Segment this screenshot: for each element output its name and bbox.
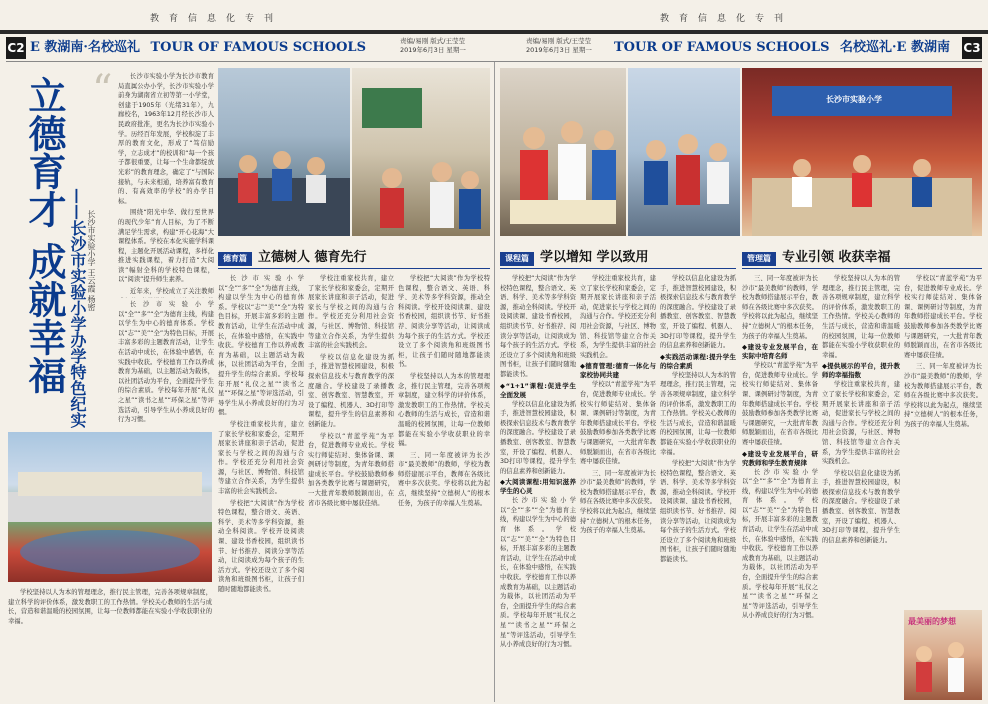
- right-col-1-text-a: 长沙市实验小学以“全”“多”“全”为德育主线，构建以学生为中心的德育体系。学校以“志”“美”“全”为特色目标，开展丰富多彩的主题教育活动，让学生在活动中成长，在体验中感悟，在实践中收获。学校德育工作以养成教育为基础，以主题活动为载体，以社团活动为平台，全面提升学生的综合素质。学校每年开展“礼仪之星”“读书之星”“环保之星”等评选活动，引导学生从小养成良好的行为习惯。: [500, 497, 576, 649]
- photo-dream-caption: 最美丽的梦想: [908, 617, 956, 626]
- right-col-6: [904, 274, 982, 604]
- masthead-left-en: TOUR OF FAMOUS SCHOOLS: [150, 40, 366, 55]
- right-col-5-text-f: 学校坚持以人为本的管理理念，推行民主管理，完善各项规章制度，建立科学的评价体系，激发教职工的工作热情。学校关心教师的生活与成长，营造和谐温暖的校园氛围，让每一位教师都能在实验小学收获职业的幸福。: [822, 275, 900, 359]
- right-col-3-text-f: 学校坚持以人为本的管理理念，推行民主管理，完善各项规章制度，建立科学的评价体系，激发教职工的工作热情。学校关心教师的生活与成长，营造和谐温暖的校园氛围，让每一位教师都能在实验小学收获职业的幸福。: [660, 371, 736, 456]
- right-col-1-text-c: 学校把“大阅读”作为学校特色课程，整合语文、英语、科学、美术等多学科资源，推动全科阅读。学校开设阅读课、建设书香校园，组织读书节、好书推荐、阅读分享等活动，让阅读成为每个孩子的生活方式。学校还设立了多个阅读角和班级图书柜，让孩子们随时随地都能读书。: [500, 275, 576, 378]
- left-col-1-lower-text: 学校坚持以人为本的管理理念，推行民主管理，完善各项规章制度，建立科学的评价体系，激发教职工的工作热情。学校关心教师的生活与成长，营造和谐温暖的校园氛围，让每一位教师都能在实验小学收获职业的幸福。: [8, 589, 212, 625]
- subtitle: ——长沙市实验小学办学特色纪实: [68, 188, 87, 428]
- meta-left-date: 2019年6月3日 星期一: [400, 46, 466, 54]
- right-col-5-text-d: 学校以信息化建设为抓手，推进智慧校园建设，积极探索信息技术与教育教学的深度融合。学校建设了录播教室、创客教室、智慧教室，开设了编程、机器人、3D打印等课程，提升学生的信息素养和创新能力。: [822, 469, 900, 544]
- section-1-rule: [218, 268, 490, 269]
- right-col-2: [580, 274, 656, 698]
- photo-sports-field: [8, 432, 212, 582]
- section-1-tag: 德育篇: [218, 252, 252, 266]
- top-rule-left: [0, 30, 494, 34]
- right-col-6-text-g: 三、同一年度被评为长沙市“最美教师”的教师，学校为教师搭建展示平台，教师在各级比赛中多次获奖。学校将以此为起点，继续坚持“立德树人”的根本任务，为孩子的幸福人生奠基。: [904, 363, 982, 428]
- meta-right-date: 2019年6月3日 星期一: [526, 46, 592, 54]
- page-number-right: C3: [962, 37, 982, 59]
- right-col-3-text-d: 学校以信息化建设为抓手，推进智慧校园建设，积极探索信息技术与教育教学的深度融合。学校建设了录播教室、创客教室、智慧教室，开设了编程、机器人、3D打印等课程，提升学生的信息素养和创新能力。: [660, 275, 736, 350]
- photo-reading-children-art: [500, 68, 626, 236]
- subhead-happiness: ◆提供展示的平台，提升教师的幸福指数: [822, 362, 900, 380]
- left-col-1-upper-text: 长沙市实验小学以“全”“多”“全”为德育主线，构建以学生为中心的德育体系。学校以“志”“美”“全”为特色目标，开展丰富多彩的主题教育活动，让学生在活动中成长，在体验中感悟，在实践中收获。学校德育工作以养成教育为基础，以主题活动为载体，以社团活动为平台，全面提升学生的综合素质。学校每年开展“礼仪之星”“读书之星”“环保之星”等评选活动，引导学生从小养成良好的行为习惯。: [118, 301, 214, 424]
- band-title-left: 教育信息化专刊: [150, 14, 284, 24]
- section-2-title: 学以增知 学以致用: [540, 250, 649, 265]
- photo-classroom-art: [352, 68, 490, 236]
- photo-classroom: [352, 68, 490, 236]
- masthead-right: [614, 37, 950, 59]
- section-2-rule: [500, 268, 736, 269]
- photo-students-hall: [218, 68, 350, 236]
- top-band: [0, 0, 988, 34]
- masthead-right-cn: 名校巡礼·E 教湖南: [840, 40, 950, 55]
- right-col-1-text-d: 学校以信息化建设为抓手，推进智慧校园建设，积极探索信息技术与教育教学的深度融合。学校建设了录播教室、创客教室、智慧教室，开设了编程、机器人、3D打印等课程，提升学生的信息素养和创新能力。: [500, 400, 576, 475]
- photo-students-hall-art: [218, 68, 350, 236]
- left-col-4: [398, 274, 490, 698]
- right-col-5-text-b: 学校注重家校共育，建立了家长学校和家委会，定期开展家长讲座和亲子活动，促进家长与学校之间的沟通与合作。学校还充分利用社会资源，与社区、博物馆、科技馆等建立合作关系，为学生提供丰富的社会实践机会。: [822, 381, 900, 466]
- top-rule-right: [494, 30, 988, 34]
- subhead-moral: ◆德育管理:德育一体化与家校协同共建: [580, 362, 656, 380]
- intro-paragraph-2: 围绕“阳光中华、做行至世界的现代少年”育人目标，为了不断满足学生需求，构建“开心花海”大课程体系。学校在本化实施学科课程，主题化开展活动课程，多样化推进实践课程，着力打造“大阅读”幅射全科的学校特色课程，以“阅读”提升师生素养。: [118, 209, 214, 284]
- photo-banner-text: 长沙市实验小学: [826, 95, 882, 104]
- headline-2: 成就幸福: [22, 242, 67, 394]
- subhead-research: ◆建设专业发展平台，研究教师和学生教育规律: [742, 449, 818, 467]
- left-col-3: [308, 274, 394, 698]
- right-col-4-text-e: 学校以“青蓝学苑”为平台，促进教师专业成长。学校实行师徒结对、集体备课、课例研讨等制度，为青年教师搭建成长平台。学校鼓励教师参加各类教学比赛与课题研究，一大批青年教师脱颖而出，在省市各级比赛中屡获佳绩。: [742, 362, 818, 446]
- left-col-4-text-g: 三、同一年度被评为长沙市“最美教师”的教师，学校为教师搭建展示平台，教师在各级比赛中多次获奖。学校将以此为起点，继续坚持“立德树人”的根本任务，为孩子的幸福人生奠基。: [398, 451, 490, 507]
- page-number-left: C2: [6, 37, 26, 59]
- meta-right: [526, 37, 592, 55]
- section-3-tag: 管理篇: [742, 252, 776, 266]
- left-col-1-upper: [118, 300, 214, 426]
- masthead-left: [30, 37, 366, 59]
- meta-left: [400, 37, 466, 55]
- right-col-2-text-g: 三、同一年度被评为长沙市“最美教师”的教师，学校为教师搭建展示平台，教师在各级比赛中多次获奖。学校将以此为起点，继续坚持“立德树人”的根本任务，为孩子的幸福人生奠基。: [580, 469, 656, 535]
- photo-group-activity-art: [628, 68, 740, 236]
- subhead-practice: ◆实践活动课程:提升学生的综合素质: [660, 352, 736, 370]
- right-col-6-text-e: 学校以“青蓝学苑”为平台，促进教师专业成长。学校实行师徒结对、集体备课、课例研讨等制度，为青年教师搭建成长平台。学校鼓励教师参加各类教学比赛与课题研究，一大批青年教师脱颖而出，在省市各级比赛中屡获佳绩。: [904, 275, 982, 359]
- right-col-2-text-b: 学校注重家校共育，建立了家长学校和家委会，定期开展家长讲座和亲子活动，促进家长与学校之间的沟通与合作。学校还充分利用社会资源，与社区、博物馆、科技馆等建立合作关系，为学生提供丰富的社会实践机会。: [580, 275, 656, 359]
- section-3-rule: [742, 268, 982, 269]
- meta-left-editor: 责编/易刚 版式/王莹莹: [400, 37, 465, 45]
- left-col-1-lower: [8, 588, 212, 700]
- section-3-title: 专业引领 收获幸福: [782, 250, 891, 265]
- photo-dream: [904, 610, 982, 700]
- right-col-4-text-g: 三、同一年度被评为长沙市“最美教师”的教师，学校为教师搭建展示平台，教师在各级比赛中多次获奖。学校将以此为起点，继续坚持“立德树人”的根本任务，为孩子的幸福人生奠基。: [742, 275, 818, 340]
- right-col-1: [500, 274, 576, 698]
- left-col-2-text-b: 学校注重家校共育，建立了家长学校和家委会，定期开展家长讲座和亲子活动，促进家长与学校之间的沟通与合作。学校还充分利用社会资源，与社区、博物馆、科技馆等建立合作关系，为学生提供丰富的社会实践机会。: [218, 420, 304, 496]
- left-col-4-text-c: 学校把“大阅读”作为学校特色课程，整合语文、英语、科学、美术等多学科资源，推动全科阅读。学校开设阅读课、建设书香校园，组织读书节、好书推荐、阅读分享等活动，让阅读成为每个孩子的生活方式。学校还设立了多个阅读角和班级图书柜，让孩子们随时随地都能读书。: [398, 275, 490, 369]
- masthead-right-en: TOUR OF FAMOUS SCHOOLS: [614, 40, 830, 55]
- authors: 长沙市实验小学 王云霞 杨密: [87, 210, 96, 312]
- section-2-tag: 课程篇: [500, 252, 534, 266]
- left-col-3-text-d: 学校以信息化建设为抓手，推进智慧校园建设，积极探索信息技术与教育教学的深度融合。学校建设了录播教室、创客教室、智慧教室，开设了编程、机器人、3D打印等课程，提升学生的信息素养和创新能力。: [308, 353, 394, 428]
- meta-right-editor: 责编/易刚 版式/王莹莹: [526, 37, 591, 45]
- intro-paragraph-3: 近年来，学校成立了关注教师: [130, 288, 214, 296]
- left-col-3-text-b: 学校注重家校共育，建立了家长学校和家委会，定期开展家长讲座和亲子活动，促进家长与学校之间的沟通与合作。学校还充分利用社会资源，与社区、博物馆、科技馆等建立合作关系，为学生提供丰富的社会实践机会。: [308, 275, 394, 350]
- section-1-title: 立德树人 德育先行: [258, 250, 367, 265]
- subhead-1plus1: ◆“1+1”课程:促进学生全面发展: [500, 381, 576, 399]
- masthead-left-cn: E 教湖南·名校巡礼: [30, 40, 140, 55]
- photo-group-activity: [628, 68, 740, 236]
- left-col-3-text-e: 学校以“青蓝学苑”为平台，促进教师专业成长。学校实行师徒结对、集体备课、课例研讨等制度，为青年教师搭建成长平台。学校鼓励教师参加各类教学比赛与课题研究，一大批青年教师脱颖而出，在省市各级比赛中屡获佳绩。: [308, 432, 394, 507]
- right-col-2-text-e: 学校以“青蓝学苑”为平台，促进教师专业成长。学校实行师徒结对、集体备课、课例研讨等制度，为青年教师搭建成长平台。学校鼓励教师参加各类教学比赛与课题研究，一大批青年教师脱颖而出，在省市各级比赛中屡获佳绩。: [580, 381, 656, 466]
- left-col-4-text-f: 学校坚持以人为本的管理理念，推行民主管理，完善各项规章制度，建立科学的评价体系，激发教职工的工作热情。学校关心教师的生活与成长，营造和谐温暖的校园氛围，让每一位教师都能在实验小学收获职业的幸福。: [398, 372, 490, 448]
- quote-mark: “: [92, 67, 113, 113]
- photo-sports-field-art: [8, 432, 212, 582]
- band-title-right: 教育信息化专刊: [660, 14, 794, 24]
- intro-text: [118, 72, 214, 298]
- intro-paragraph-1: 长沙市实验小学为长沙市教育局直属公办小学，长沙市实验小学前身为湖南省立初等第一小学堂，创建于1905年（光绪31年），九廊校名，1963年12月经长沙市人民政府批准，更名为长沙市实验小学。历经百年发展，学校积淀了丰厚的教育文化，形成了“笃信励学，立志成才”的校训和“每一个孩子都很重要，让每一个生命都绽放光彩”的教育理念，确定了“与国际接轨，与未来相通，培养富有教育的、有高效率的学校”的办学目标。: [118, 73, 214, 205]
- left-col-2-text-c: 学校把“大阅读”作为学校特色课程，整合语文、英语、科学、美术等多学科资源，推动全科阅读。学校开设阅读课、建设书香校园，组织读书节、好书推荐、阅读分享等活动，让阅读成为每个孩子的生活方式。学校还设立了多个阅读角和班级图书柜，让孩子们随时随地都能读书。: [218, 499, 304, 593]
- headline-1: 立德育才: [22, 76, 67, 228]
- right-col-4: [742, 274, 818, 698]
- photo-reading-children: [500, 68, 626, 236]
- subhead-reading: ◆大阅读课程:用知识滋养学生的心灵: [500, 478, 576, 496]
- right-col-5: [822, 274, 900, 698]
- right-col-4-text-a: 长沙市实验小学以“全”“多”“全”为德育主线，构建以学生为中心的德育体系。学校以“志”“美”“全”为特色目标，开展丰富多彩的主题教育活动，让学生在活动中成长，在体验中感悟，在实践中收获。学校德育工作以养成教育为基础，以主题活动为载体，以社团活动为平台，全面提升学生的综合素质。学校每年开展“礼仪之星”“读书之星”“环保之星”等评选活动，引导学生从小养成良好的行为习惯。: [742, 468, 818, 620]
- right-col-3: [660, 274, 736, 698]
- right-col-3-text-c: 学校把“大阅读”作为学校特色课程，整合语文、英语、科学、美术等多学科资源，推动全科阅读。学校开设阅读课、建设书香校园，组织读书节、好书推荐、阅读分享等活动，让阅读成为每个孩子的生活方式。学校还设立了多个阅读角和班级图书柜，让孩子们随时随地都能读书。: [660, 460, 736, 564]
- subhead-platform: ◆建设专业发展平台，在实际中培育名师: [742, 343, 818, 361]
- left-col-2-text-a: 长沙市实验小学以“全”“多”“全”为德育主线，构建以学生为中心的德育体系。学校以“志”“美”“全”为特色目标，开展丰富多彩的主题教育活动，让学生在活动中成长，在体验中感悟，在实践中收获。学校德育工作以养成教育为基础，以主题活动为载体，以社团活动为平台，全面提升学生的综合素质。学校每年开展“礼仪之星”“读书之星”“环保之星”等评选活动，引导学生从小养成良好的行为习惯。: [218, 275, 304, 417]
- left-col-2: [218, 274, 304, 698]
- page-fold: [494, 62, 495, 702]
- photo-stage-banner: [742, 68, 982, 236]
